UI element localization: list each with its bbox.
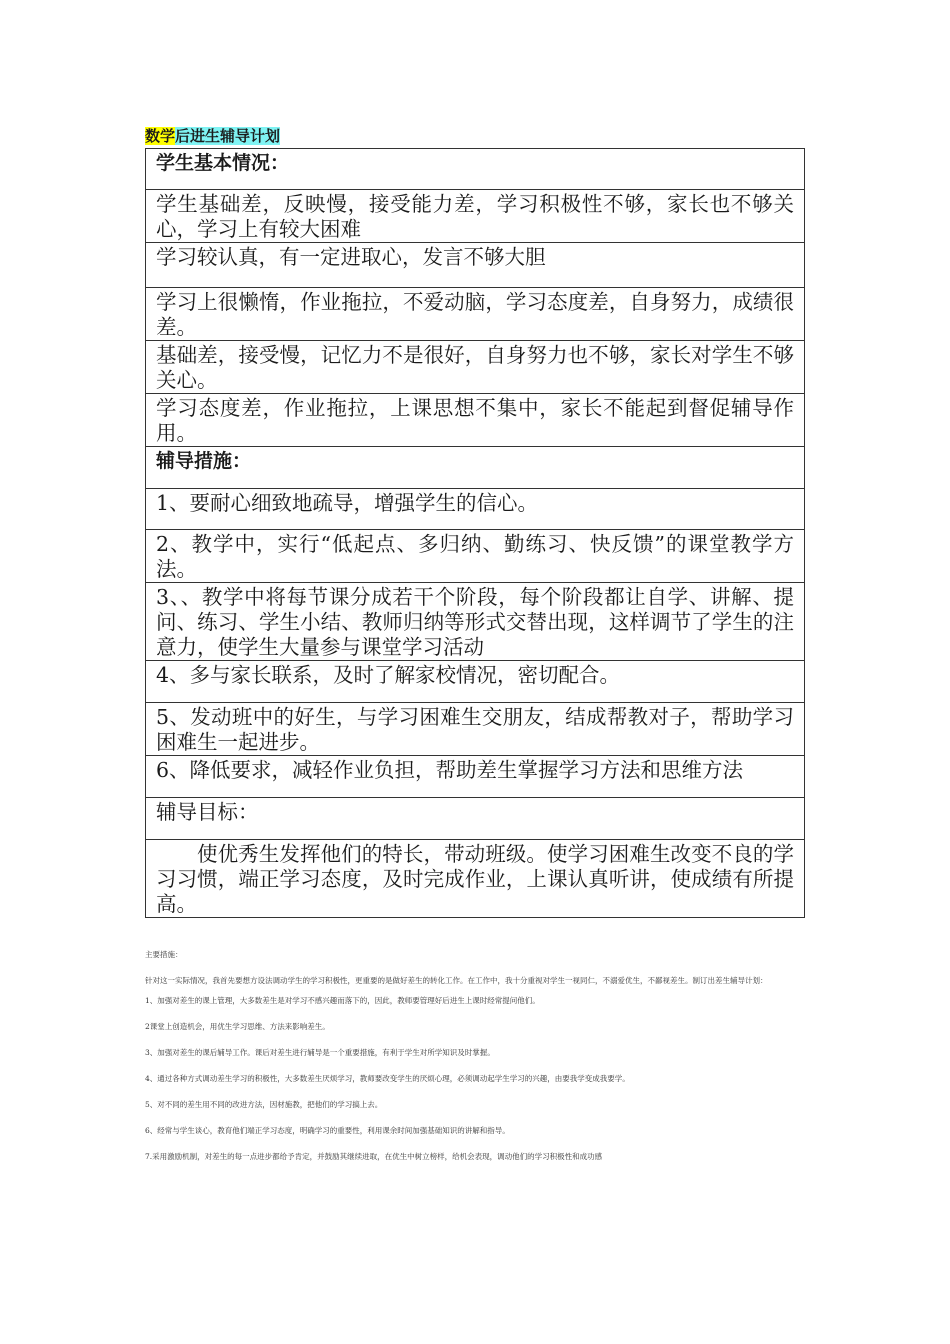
table-row [146,489,805,530]
notes-item: 7.采用激励机制，对差生的每一点进步都给予肯定，并鼓励其继续进取，在优生中树立榜样，给机会表现，调动他们的学习积极性和成功感 [145,1152,603,1161]
title-subject: 数学 [145,127,176,145]
notes-item: 2课堂上创造机会，用优生学习思维、方法来影响差生。 [145,1022,330,1031]
notes-heading: 主要措施： [145,950,183,959]
notes-item: 4、通过各种方式调动差生学习的积极性，大多数差生厌烦学习，教师要改变学生的厌烦心理，必须调动起学生学习的兴趣，由要我学变成我要学。 [145,1074,630,1083]
measure-row-4: 4、多与家长联系，及时了解家校情况，密切配合。 [146,661,805,703]
basic-row-2: 学习较认真，有一定进取心，发言不够大胆 [146,243,805,288]
table-row [146,341,805,394]
table-row [146,583,805,661]
table-row [146,243,805,288]
basic-row-1: 学生基础差，反映慢，接受能力差，学习积极性不够，家长也不够关心，学习上有较大困难 [146,190,805,243]
section-heading-goal: 辅导目标： [146,798,805,840]
table-row [146,394,805,447]
document-title [145,126,280,146]
table-row [146,530,805,583]
basic-row-4: 基础差，接受慢，记忆力不是很好，自身努力也不够，家长对学生不够关心。 [146,341,805,394]
table-row [146,288,805,341]
notes-item: 5、对不同的差生用不同的改进方法，因材施教，把他们的学习搞上去。 [145,1100,383,1109]
table-row [146,798,805,840]
plan-table [145,148,805,918]
main-measures-notes [145,950,810,1178]
goal-text: 使优秀生发挥他们的特长，带动班级。使学习困难生改变不良的学习习惯，端正学习态度，及时完成作业，上课认真听讲，使成绩有所提高。 [146,840,805,918]
measure-row-3: 3、、教学中将每节课分成若干个阶段，每个阶段都让自学、讲解、提问、练习、学生小结、教师归纳等形式交替出现，这样调节了学生的注意力，使学生大量参与课堂学习活动 [146,583,805,661]
table-row [146,190,805,243]
notes-item: 1、加强对差生的课上管理，大多数差生是对学习不感兴趣而落下的，因此，教师要管理好后进生上课时经常提问他们。 [145,996,540,1005]
measure-row-2: 2、教学中，实行“低起点、多归纳、勤练习、快反馈”的课堂教学方法。 [146,530,805,583]
measure-row-6: 6、降低要求，减轻作业负担，帮助差生掌握学习方法和思维方法 [146,756,805,798]
notes-intro: 针对这一实际情况，我首先要想方设法调动学生的学习积极性，更重要的是做好差生的转化工作。在工作中，我十分重视对学生一视同仁，不溺爱优生，不鄙视差生。制订出差生辅导计划： [145,976,768,985]
measure-row-1: 1、要耐心细致地疏导，增强学生的信心。 [146,489,805,530]
measure-row-5: 5、发动班中的好生，与学习困难生交朋友，结成帮教对子，帮助学习困难生一起进步。 [146,703,805,756]
section-heading-measures: 辅导措施： [146,447,805,489]
table-row [146,661,805,703]
basic-row-3: 学习上很懒惰，作业拖拉，不爱动脑，学习态度差，自身努力，成绩很差。 [146,288,805,341]
notes-item: 6、经常与学生谈心，教育他们端正学习态度，明确学习的重要性，利用课余时间加强基础知识的讲解和指导。 [145,1126,510,1135]
table-row [146,703,805,756]
table-row [146,840,805,918]
title-plan: 后进生辅导计划 [175,127,281,145]
table-row [146,756,805,798]
section-heading-basic: 学生基本情况： [146,149,805,190]
table-row [146,447,805,489]
notes-item: 3、加强对差生的课后辅导工作。课后对差生进行辅导是一个重要措施，有利于学生对所学知识及时掌握。 [145,1048,495,1057]
table-row [146,149,805,190]
basic-row-5: 学习态度差，作业拖拉，上课思想不集中，家长不能起到督促辅导作用。 [146,394,805,447]
